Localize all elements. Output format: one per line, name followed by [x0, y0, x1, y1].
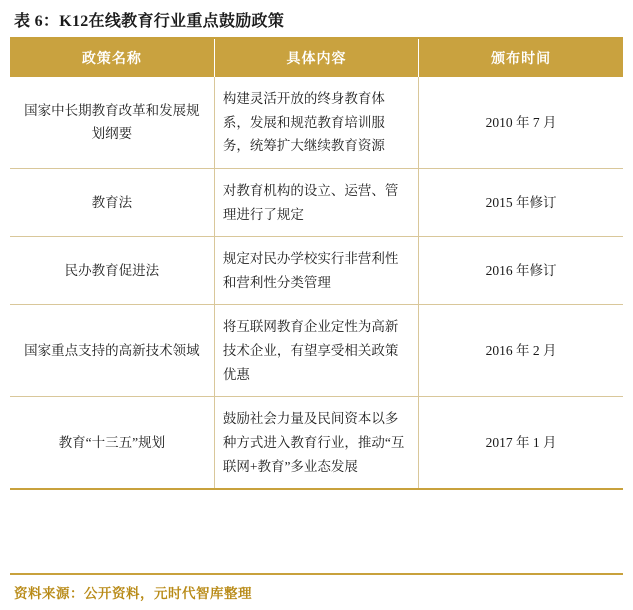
cell-policy-date: 2017 年 1 月: [485, 434, 557, 450]
table-row: [10, 168, 623, 236]
cell-policy-content: 将互联网教育企业定性为高新技术企业，有望享受相关政策优惠: [214, 305, 418, 397]
cell-policy-date: 2016 年修订: [419, 237, 623, 305]
cell-policy-name: 教育法: [10, 168, 214, 236]
cell-policy-content: 对教育机构的设立、运营、管理进行了规定: [214, 168, 418, 236]
table-title: 表 6：K12在线教育行业重点鼓励政策: [10, 0, 623, 39]
table-row: [10, 237, 623, 305]
policy-table: [10, 39, 623, 488]
table-row: [10, 397, 623, 488]
table-body: [10, 77, 623, 488]
column-header-date: 颁布时间: [419, 39, 623, 77]
cell-policy-name: 国家中长期教育改革和发展规划纲要: [10, 77, 214, 168]
table-row: [10, 77, 623, 168]
column-header-content: 具体内容: [214, 39, 418, 77]
column-header-policy-name: 政策名称: [10, 39, 214, 77]
cell-policy-date: 2015 年修订: [419, 168, 623, 236]
cell-policy-content: 规定对民办学校实行非营利性和营利性分类管理: [214, 237, 418, 305]
cell-policy-content: 构建灵活开放的终身教育体系，发展和规范教育培训服务，统筹扩大继续教育资源: [214, 77, 418, 168]
table-header-row: [10, 39, 623, 77]
cell-policy-content: 鼓励社会力量及民间资本以多种方式进入教育行业，推动“互联网+教育”多业态发展: [214, 397, 418, 488]
table-container: [10, 39, 623, 490]
table-header: [10, 39, 623, 77]
cell-policy-name: 民办教育促进法: [10, 237, 214, 305]
cell-policy-name: 国家重点支持的高新技术领域: [10, 305, 214, 397]
cell-policy-name: 教育“十三五”规划: [10, 397, 214, 488]
source-note: 资料来源：公开资料，元时代智库整理: [10, 573, 623, 602]
table-row: [10, 305, 623, 397]
cell-policy-date: 2010 年 7 月: [419, 77, 623, 168]
cell-policy-date: 2016 年 2 月: [419, 305, 623, 397]
